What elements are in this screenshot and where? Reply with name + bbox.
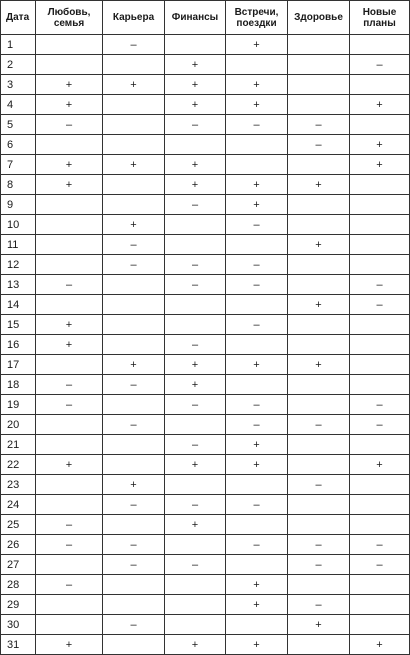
date-cell: 13 [1,275,36,295]
table-row [1,395,410,415]
table-row [1,215,410,235]
table-row [1,75,410,95]
love-family-cell [36,295,103,315]
career-cell [103,575,165,595]
meetings-trips-cell: – [226,275,288,295]
health-cell [288,95,350,115]
finance-cell [165,615,226,635]
new-plans-cell: + [350,135,410,155]
career-cell: – [103,415,165,435]
new-plans-cell [350,35,410,55]
meetings-trips-cell: – [226,495,288,515]
health-cell [288,335,350,355]
career-cell: + [103,475,165,495]
header-finance: Финансы [165,1,226,35]
health-cell [288,395,350,415]
love-family-cell [36,255,103,275]
header-new-plans: Новые планы [350,1,410,35]
table-row [1,35,410,55]
love-family-cell [36,435,103,455]
new-plans-cell: – [350,275,410,295]
health-cell: + [288,175,350,195]
new-plans-cell [350,235,410,255]
new-plans-cell: – [350,395,410,415]
love-family-cell: + [36,455,103,475]
new-plans-cell: + [350,95,410,115]
meetings-trips-cell: + [226,435,288,455]
table-row [1,195,410,215]
new-plans-cell [350,375,410,395]
meetings-trips-cell: + [226,195,288,215]
health-cell: – [288,135,350,155]
meetings-trips-cell: – [226,215,288,235]
love-family-cell [36,135,103,155]
date-cell: 2 [1,55,36,75]
health-cell [288,215,350,235]
career-cell [103,595,165,615]
finance-cell: – [165,195,226,215]
love-family-cell [36,55,103,75]
career-cell [103,55,165,75]
header-row [1,1,410,35]
health-cell [288,375,350,395]
table-row [1,515,410,535]
finance-cell: – [165,115,226,135]
health-cell [288,495,350,515]
health-cell: – [288,415,350,435]
health-cell: – [288,555,350,575]
meetings-trips-cell: + [226,175,288,195]
meetings-trips-cell [226,475,288,495]
career-cell [103,275,165,295]
meetings-trips-cell: + [226,35,288,55]
table-row [1,115,410,135]
date-cell: 5 [1,115,36,135]
date-cell: 27 [1,555,36,575]
meetings-trips-cell [226,515,288,535]
meetings-trips-cell: + [226,355,288,375]
meetings-trips-cell [226,335,288,355]
meetings-trips-cell [226,615,288,635]
date-cell: 12 [1,255,36,275]
new-plans-cell [350,475,410,495]
career-cell [103,195,165,215]
meetings-trips-cell [226,155,288,175]
table-row [1,375,410,395]
meetings-trips-cell: + [226,455,288,475]
health-cell: + [288,295,350,315]
date-cell: 26 [1,535,36,555]
career-cell: – [103,495,165,515]
meetings-trips-cell [226,295,288,315]
new-plans-cell: – [350,55,410,75]
table-row [1,455,410,475]
finance-cell [165,595,226,615]
table-row [1,295,410,315]
health-cell [288,575,350,595]
love-family-cell [36,415,103,435]
finance-cell [165,295,226,315]
date-cell: 29 [1,595,36,615]
career-cell: – [103,615,165,635]
career-cell [103,635,165,655]
career-cell [103,315,165,335]
date-cell: 11 [1,235,36,255]
meetings-trips-cell: – [226,315,288,335]
new-plans-cell: – [350,555,410,575]
love-family-cell: – [36,375,103,395]
career-cell: – [103,555,165,575]
love-family-cell: + [36,95,103,115]
new-plans-cell: – [350,295,410,315]
health-cell: + [288,615,350,635]
finance-cell [165,35,226,55]
header-meetings-trips: Встречи, поездки [226,1,288,35]
career-cell [103,515,165,535]
finance-cell: + [165,95,226,115]
meetings-trips-cell: – [226,395,288,415]
header-health: Здоровье [288,1,350,35]
date-cell: 19 [1,395,36,415]
health-cell [288,75,350,95]
date-cell: 8 [1,175,36,195]
table-row [1,495,410,515]
new-plans-cell [350,575,410,595]
health-cell [288,455,350,475]
date-cell: 18 [1,375,36,395]
meetings-trips-cell: + [226,595,288,615]
love-family-cell [36,615,103,635]
career-cell [103,395,165,415]
love-family-cell [36,495,103,515]
career-cell: + [103,215,165,235]
love-family-cell [36,555,103,575]
love-family-cell: + [36,75,103,95]
table-row [1,475,410,495]
new-plans-cell: + [350,635,410,655]
love-family-cell: – [36,275,103,295]
table-row [1,355,410,375]
health-cell [288,255,350,275]
new-plans-cell [350,595,410,615]
health-cell [288,55,350,75]
health-cell: – [288,475,350,495]
date-cell: 9 [1,195,36,215]
new-plans-cell [350,75,410,95]
finance-cell: – [165,435,226,455]
career-cell [103,95,165,115]
career-cell [103,175,165,195]
table-row [1,275,410,295]
meetings-trips-cell: + [226,575,288,595]
finance-cell: + [165,75,226,95]
love-family-cell: – [36,395,103,415]
table-row [1,415,410,435]
love-family-cell: + [36,315,103,335]
meetings-trips-cell: + [226,95,288,115]
meetings-trips-cell: – [226,255,288,275]
table-row [1,535,410,555]
career-cell: – [103,35,165,55]
finance-cell: – [165,335,226,355]
career-cell [103,295,165,315]
finance-cell: + [165,375,226,395]
new-plans-cell [350,315,410,335]
career-cell [103,455,165,475]
table-row [1,315,410,335]
date-cell: 25 [1,515,36,535]
finance-cell [165,135,226,155]
date-cell: 28 [1,575,36,595]
table-row [1,95,410,115]
career-cell [103,435,165,455]
date-cell: 22 [1,455,36,475]
meetings-trips-cell [226,555,288,575]
love-family-cell [36,35,103,55]
finance-cell [165,535,226,555]
love-family-cell [36,595,103,615]
love-family-cell: + [36,635,103,655]
career-cell [103,115,165,135]
finance-cell: – [165,275,226,295]
finance-cell: – [165,555,226,575]
health-cell [288,35,350,55]
new-plans-cell [350,515,410,535]
date-cell: 7 [1,155,36,175]
love-family-cell [36,235,103,255]
new-plans-cell: – [350,415,410,435]
career-cell: – [103,235,165,255]
table-row [1,575,410,595]
finance-cell: – [165,395,226,415]
health-cell [288,435,350,455]
love-family-cell: + [36,175,103,195]
date-cell: 20 [1,415,36,435]
health-cell [288,275,350,295]
love-family-cell: – [36,575,103,595]
new-plans-cell [350,215,410,235]
finance-cell [165,575,226,595]
love-family-cell [36,215,103,235]
career-cell: – [103,535,165,555]
header-career: Карьера [103,1,165,35]
finance-cell: + [165,175,226,195]
new-plans-cell: – [350,535,410,555]
new-plans-cell [350,115,410,135]
career-cell: + [103,75,165,95]
meetings-trips-cell: + [226,635,288,655]
finance-cell: + [165,515,226,535]
health-cell: – [288,535,350,555]
meetings-trips-cell [226,55,288,75]
love-family-cell: – [36,115,103,135]
table-row [1,135,410,155]
love-family-cell: + [36,335,103,355]
meetings-trips-cell [226,375,288,395]
new-plans-cell [350,615,410,635]
meetings-trips-cell: – [226,415,288,435]
meetings-trips-cell [226,135,288,155]
date-cell: 4 [1,95,36,115]
love-family-cell: + [36,155,103,175]
new-plans-cell [350,175,410,195]
date-cell: 21 [1,435,36,455]
new-plans-cell [350,335,410,355]
date-cell: 31 [1,635,36,655]
finance-cell [165,475,226,495]
career-cell [103,335,165,355]
date-cell: 6 [1,135,36,155]
date-cell: 24 [1,495,36,515]
table-row [1,255,410,275]
love-family-cell [36,195,103,215]
finance-cell: + [165,155,226,175]
table-row [1,635,410,655]
date-cell: 15 [1,315,36,335]
new-plans-cell [350,435,410,455]
table-row [1,595,410,615]
career-cell: + [103,355,165,375]
love-family-cell: – [36,515,103,535]
health-cell [288,635,350,655]
love-family-cell [36,355,103,375]
health-cell [288,195,350,215]
health-cell: – [288,595,350,615]
table-row [1,55,410,75]
date-cell: 1 [1,35,36,55]
love-family-cell [36,475,103,495]
career-cell: + [103,155,165,175]
header-date: Дата [1,1,36,35]
table-row [1,235,410,255]
finance-cell: + [165,635,226,655]
finance-cell: – [165,255,226,275]
date-cell: 10 [1,215,36,235]
finance-cell: – [165,495,226,515]
new-plans-cell [350,195,410,215]
date-cell: 14 [1,295,36,315]
new-plans-cell [350,355,410,375]
new-plans-cell [350,495,410,515]
health-cell: – [288,115,350,135]
table-row [1,615,410,635]
finance-cell [165,235,226,255]
health-cell: + [288,355,350,375]
love-family-cell: – [36,535,103,555]
finance-cell [165,215,226,235]
finance-cell: + [165,55,226,75]
health-cell [288,155,350,175]
date-cell: 16 [1,335,36,355]
table-row [1,555,410,575]
date-cell: 23 [1,475,36,495]
finance-cell [165,315,226,335]
health-cell [288,315,350,335]
career-cell: – [103,255,165,275]
date-cell: 17 [1,355,36,375]
header-love-family: Любовь, семья [36,1,103,35]
meetings-trips-cell: – [226,535,288,555]
career-cell: – [103,375,165,395]
date-cell: 3 [1,75,36,95]
table-row [1,335,410,355]
table-row [1,435,410,455]
new-plans-cell [350,255,410,275]
finance-cell [165,415,226,435]
meetings-trips-cell: – [226,115,288,135]
date-cell: 30 [1,615,36,635]
table-row [1,155,410,175]
finance-cell: + [165,455,226,475]
health-cell: + [288,235,350,255]
health-cell [288,515,350,535]
finance-cell: + [165,355,226,375]
meetings-trips-cell: + [226,75,288,95]
new-plans-cell: + [350,155,410,175]
new-plans-cell: + [350,455,410,475]
meetings-trips-cell [226,235,288,255]
career-cell [103,135,165,155]
table-row [1,175,410,195]
